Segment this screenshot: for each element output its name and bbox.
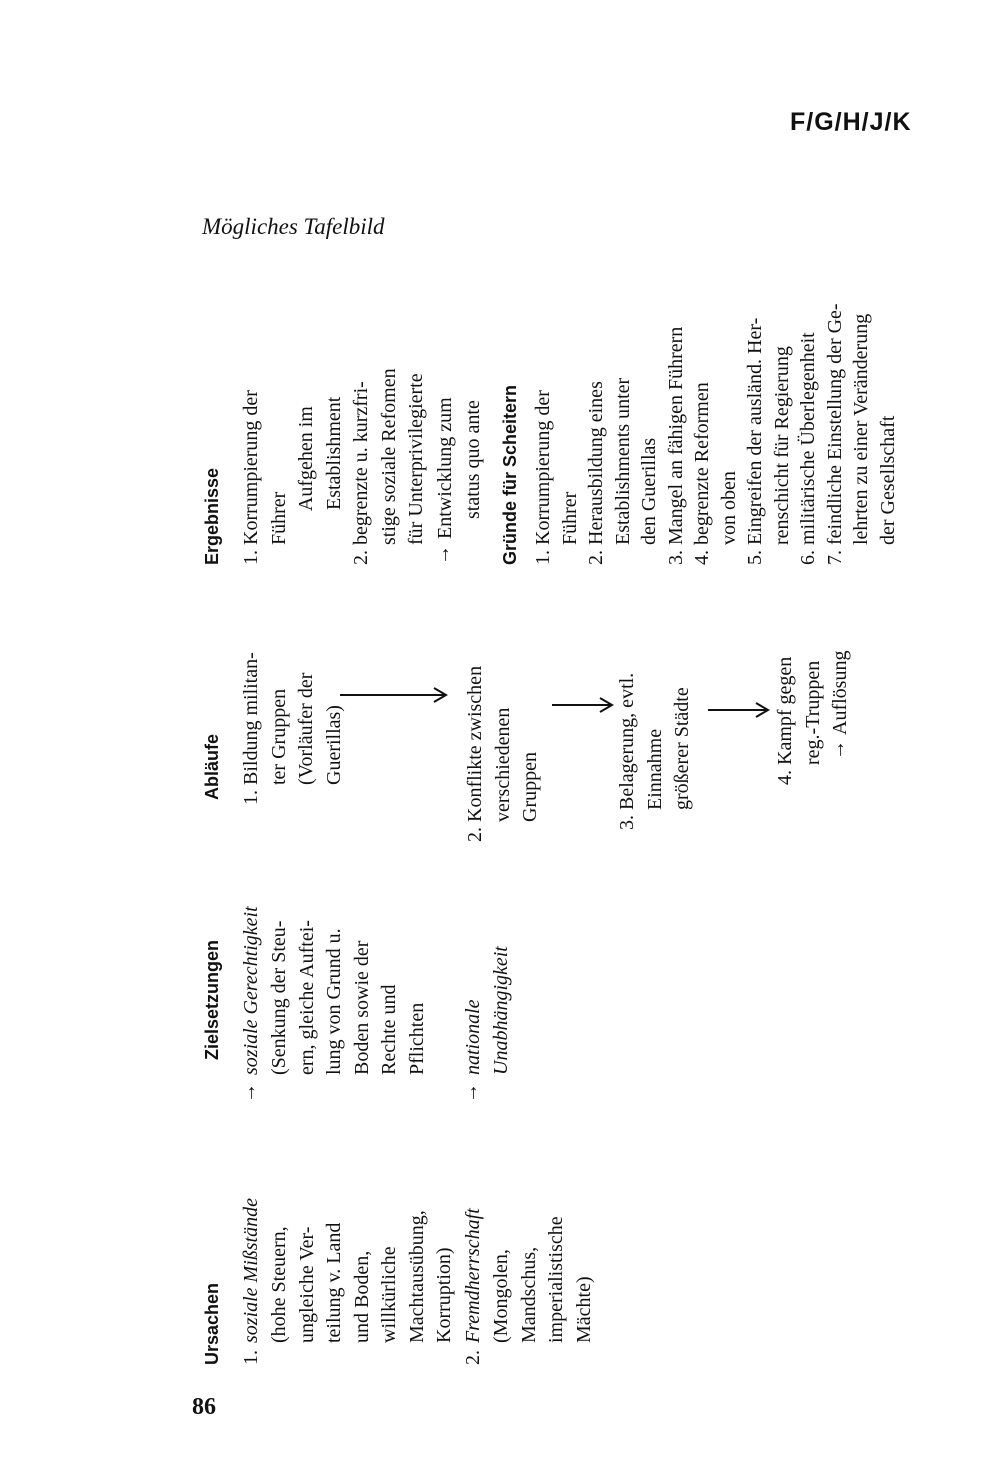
flow-arrow-1 [340, 685, 450, 705]
heading-ablaeufe: Abläufe [202, 733, 222, 800]
ablauf-4-tail: Auflösung [829, 650, 851, 735]
arrow-icon: → [238, 1083, 260, 1103]
ablauf-1: 1. Bildung militan- ter Gruppen (Vorläufer der Guerillas) [240, 652, 345, 805]
rotated-table [200, 245, 900, 1365]
ziel-1-title: soziale Gerechtigkeit [240, 906, 262, 1075]
heading-zielsetzungen: Zielsetzungen [202, 939, 222, 1060]
heading-ursachen: Ursachen [202, 1282, 222, 1365]
flow-arrow-3 [708, 700, 772, 720]
ziel-2: nationale Unabhängigkeit [462, 946, 512, 1075]
ursache-2-body: (Mongolen, Mandschus, imperialistische Mächte) [490, 1216, 595, 1343]
arrow-icon: → [460, 1083, 482, 1103]
arrow-icon: → [432, 545, 454, 565]
ablauf-3: 3. Belagerung, evtl. Einnahme größerer Städte [616, 672, 693, 830]
flow-arrow-2 [552, 695, 616, 715]
page-number: 86 [192, 1394, 216, 1420]
subtitle: Mögliches Tafelbild [202, 214, 385, 239]
gruende-list: 1. Korrumpierung der Führer 2. Herausbildung eines Establishments unter den Guerillas 3. Mangel an fähigen Führern 4. begrenzte Reformen von oben 5. Eingreifen der ausländ. Her- renschicht für Regierung 6. militärische Überlegenheit 7. feindliche Einstellung der Ge- lehrten zu einer Veränderung der Gesellschaft [532, 303, 899, 565]
ergebnisse-list: 1. Korrumpierung der Führer Aufgehen im Establishment 2. begrenzte u. kurzfri- stige soziale Refomen für Unterprivilegierte [240, 368, 427, 565]
ursache-1-body: (hohe Steuern, ungleiche Ver- teilung v. Land und Boden, willkürliche Machtausübung, Korruption) [268, 1210, 455, 1343]
heading-gruende: Gründe für Scheitern [500, 384, 520, 565]
arrow-icon: → [827, 740, 849, 760]
ziel-1-body: (Senkung der Steu- ern, gleiche Auftei- lung von Grund u. Boden sowie der Rechte und Pflichten [268, 920, 428, 1075]
section-code: F/G/H/J/K [790, 108, 912, 136]
ablauf-2: 2. Konflikte zwischen verschiedenen Gruppen [464, 665, 541, 842]
ursache-1-title: soziale Mißstände [240, 1198, 262, 1343]
ursache-1-num: 1. [240, 1350, 262, 1365]
ablauf-4: 4. Kampf gegen reg.-Truppen [774, 656, 824, 785]
ursache-2-num: 2. [462, 1350, 484, 1365]
heading-ergebnisse: Ergebnisse [202, 467, 222, 565]
ursache-2-title: Fremdherrschaft [462, 1208, 484, 1343]
ergebnisse-tail: Entwicklung zum status quo ante [434, 397, 484, 539]
